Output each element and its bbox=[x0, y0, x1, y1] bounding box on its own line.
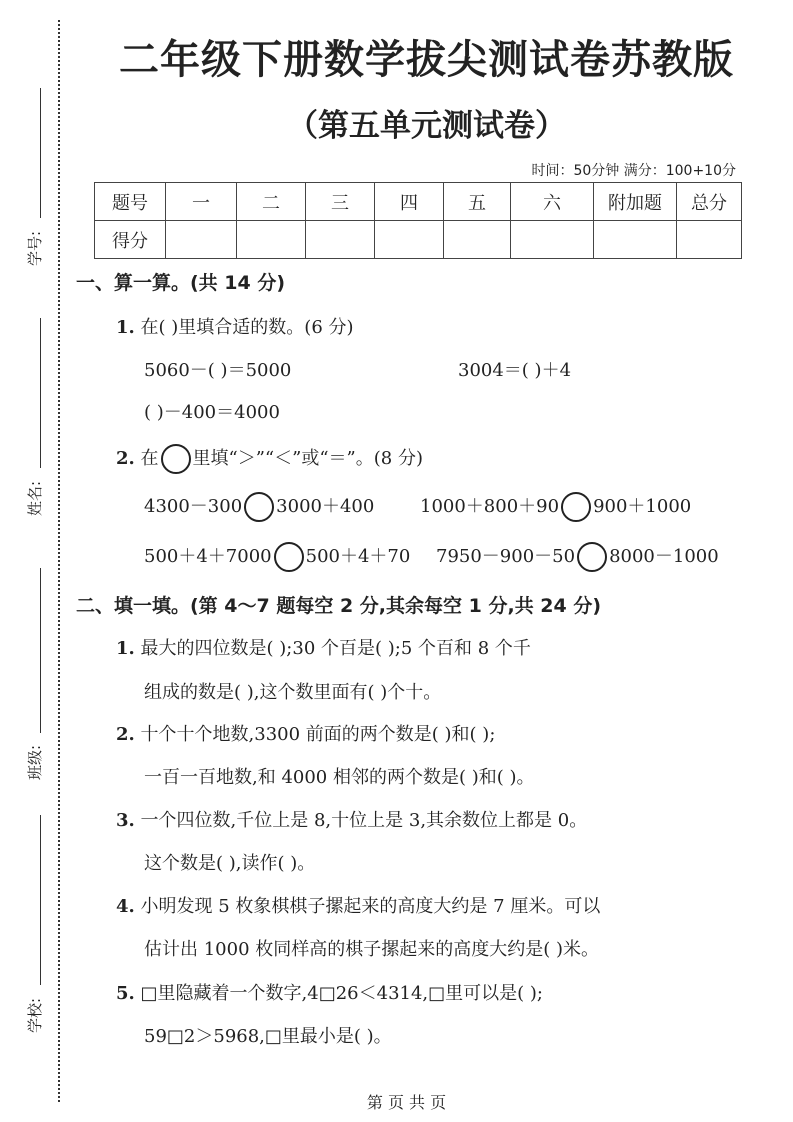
question-line-continuation: 这个数是( ),读作( )。 bbox=[144, 853, 316, 874]
score-table bbox=[94, 182, 742, 259]
compare-circle-input[interactable] bbox=[577, 542, 607, 572]
score-header-cell: 六 bbox=[511, 183, 594, 221]
comparison-right: 3000＋400 bbox=[276, 496, 375, 517]
page-title: 二年级下册数学拔尖测试卷苏教版 bbox=[119, 37, 734, 83]
section-2-title: 二、填一填。(第 4～7 题每空 2 分,其余每空 1 分,共 24 分) bbox=[76, 595, 602, 617]
question-number: 2. bbox=[116, 448, 135, 469]
page-footer: 第 页 共 页 bbox=[366, 1093, 447, 1112]
question-line-continuation: 估计出 1000 枚同样高的棋子摞起来的高度大约是( )米。 bbox=[144, 939, 600, 960]
question-1-1 bbox=[116, 313, 354, 339]
question-number: 5. bbox=[116, 983, 135, 1004]
score-header-cell: 题号 bbox=[95, 183, 166, 221]
comparison-d bbox=[436, 542, 719, 572]
question-2-3 bbox=[116, 806, 587, 832]
equation-1c: ( )－400＝4000 bbox=[144, 402, 280, 423]
question-line-continuation: 组成的数是( ),这个数里面有( )个十。 bbox=[144, 682, 442, 703]
comparison-right: 900＋1000 bbox=[593, 496, 692, 517]
name-blank-line bbox=[40, 318, 41, 468]
score-cell[interactable] bbox=[594, 221, 677, 259]
score-header-cell: 附加题 bbox=[594, 183, 677, 221]
class-label: 班级: bbox=[26, 744, 44, 780]
comparison-left: 500＋4＋7000 bbox=[144, 546, 272, 567]
score-cell[interactable] bbox=[375, 221, 444, 259]
score-cell[interactable] bbox=[444, 221, 511, 259]
school-blank-line bbox=[40, 815, 41, 985]
score-header-cell: 总分 bbox=[677, 183, 742, 221]
equation-1b: 3004＝( )＋4 bbox=[458, 360, 572, 381]
comparison-right: 500＋4＋70 bbox=[305, 546, 411, 567]
name-field bbox=[14, 318, 54, 518]
equation-1a: 5060－( )＝5000 bbox=[144, 360, 292, 381]
section-1-title: 一、算一算。(共 14 分) bbox=[76, 272, 286, 294]
question-number: 3. bbox=[116, 810, 135, 831]
question-number: 2. bbox=[116, 724, 135, 745]
score-header-cell: 三 bbox=[306, 183, 375, 221]
score-row-label: 得分 bbox=[95, 221, 166, 259]
name-label: 姓名: bbox=[26, 480, 44, 516]
student-id-label: 学号: bbox=[26, 230, 44, 266]
score-cell[interactable] bbox=[677, 221, 742, 259]
page-subtitle: （第五单元测试卷） bbox=[287, 108, 566, 144]
question-line: 十个十个地数,3300 前面的两个数是( )和( ); bbox=[140, 724, 496, 745]
compare-circle-input[interactable] bbox=[274, 542, 304, 572]
question-text-pre: 在 bbox=[140, 448, 159, 469]
score-cell[interactable] bbox=[237, 221, 306, 259]
score-header-cell: 一 bbox=[166, 183, 237, 221]
compare-circle-input[interactable] bbox=[244, 492, 274, 522]
class-field bbox=[14, 568, 54, 778]
question-2-4 bbox=[116, 892, 600, 918]
question-2-1 bbox=[116, 634, 531, 660]
score-header-cell: 四 bbox=[375, 183, 444, 221]
comparison-right: 8000－1000 bbox=[609, 546, 719, 567]
score-cell[interactable] bbox=[166, 221, 237, 259]
compare-circle-icon bbox=[161, 444, 191, 474]
question-line: 小明发现 5 枚象棋棋子摞起来的高度大约是 7 厘米。可以 bbox=[140, 896, 601, 917]
comparison-c bbox=[144, 542, 410, 572]
school-label: 学校: bbox=[26, 997, 44, 1033]
class-blank-line bbox=[40, 568, 41, 733]
question-line: 最大的四位数是( );30 个百是( );5 个百和 8 个千 bbox=[140, 638, 531, 659]
comparison-left: 1000＋800＋90 bbox=[420, 496, 560, 517]
student-id-field bbox=[14, 88, 54, 278]
student-id-blank-line bbox=[40, 88, 41, 218]
score-header-cell: 二 bbox=[237, 183, 306, 221]
question-number: 1. bbox=[116, 317, 135, 338]
score-cell[interactable] bbox=[306, 221, 375, 259]
question-line: □里隐藏着一个数字,4□26＜4314,□里可以是( ); bbox=[140, 983, 543, 1004]
question-line-continuation: 一百一百地数,和 4000 相邻的两个数是( )和( )。 bbox=[144, 767, 535, 788]
binding-dotted-line bbox=[58, 20, 60, 1102]
question-text: 在( )里填合适的数。(6 分) bbox=[140, 317, 354, 338]
time-info: 时间：50分钟 满分：100+10分 bbox=[531, 163, 736, 179]
score-table-header-row bbox=[95, 183, 742, 221]
question-1-2 bbox=[116, 444, 423, 474]
comparison-b bbox=[420, 492, 691, 522]
question-line-continuation: 59□2＞5968,□里最小是( )。 bbox=[144, 1026, 392, 1047]
question-number: 1. bbox=[116, 638, 135, 659]
question-2-5 bbox=[116, 979, 543, 1005]
question-text-post: 里填“＞”“＜”或“＝”。(8 分) bbox=[192, 448, 423, 469]
question-number: 4. bbox=[116, 896, 135, 917]
question-line: 一个四位数,千位上是 8,十位上是 3,其余数位上都是 0。 bbox=[140, 810, 588, 831]
comparison-left: 7950－900－50 bbox=[436, 546, 576, 567]
score-table-score-row bbox=[95, 221, 742, 259]
score-cell[interactable] bbox=[511, 221, 594, 259]
question-2-2 bbox=[116, 720, 495, 746]
comparison-left: 4300－300 bbox=[144, 496, 243, 517]
school-field bbox=[14, 815, 54, 1035]
compare-circle-input[interactable] bbox=[561, 492, 591, 522]
score-header-cell: 五 bbox=[444, 183, 511, 221]
comparison-a bbox=[144, 492, 374, 522]
